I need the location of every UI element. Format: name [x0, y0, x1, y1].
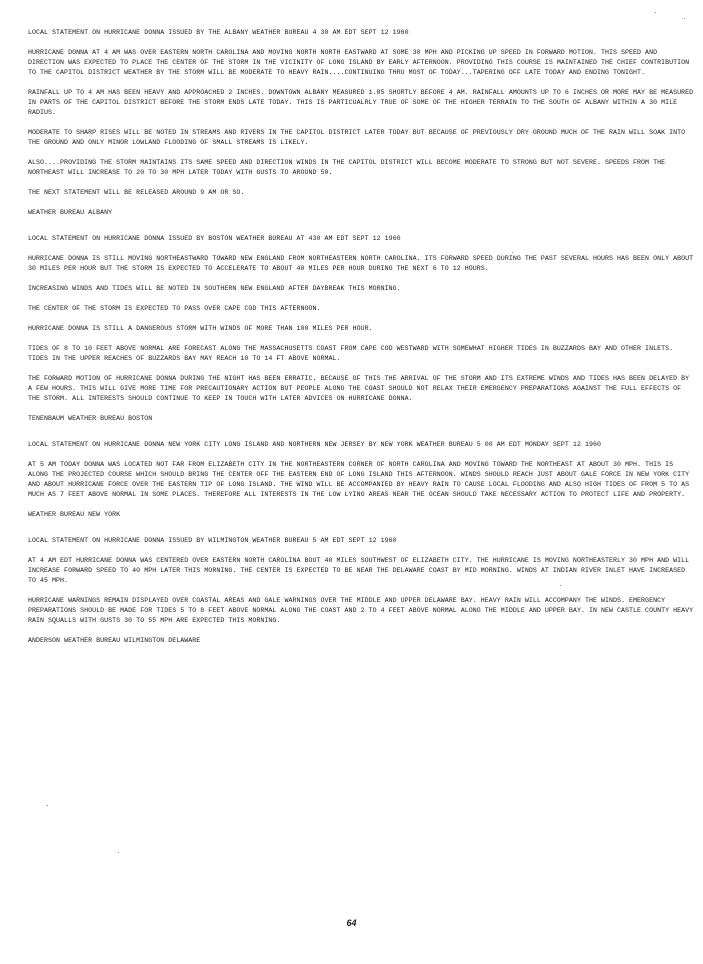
albany-statement: [28, 28, 696, 218]
paragraph: HURRICANE DONNA IS STILL MOVING NORTHEASTWARD TOWARD NEW ENGLAND FROM NORTHEASTERN NORTH CAROLINA. ITS FORWARD SPEED DURING THE PAST SEVERAL HOURS HAS BEEN ONLY ABOUT 30 MILES PER HOUR BUT THE STORM IS EXPECTED TO ACCELERATE TO ABOUT 40 MILES PER HOUR DURING THE NEXT 6 TO 12 HOURS.: [28, 255, 694, 272]
paragraph: RAINFALL UP TO 4 AM HAS BEEN HEAVY AND APPROACHED 2 INCHES. DOWNTOWN ALBANY MEASURED 1.85 SHORTLY BEFORE 4 AM. RAINFALL AMOUNTS UP TO 6 INCHES OR MORE MAY BE MEASURED IN PARTS OF THE CAPITOL DISTRICT BEFORE THE STORM ENDS LATE TODAY. THIS IS PARTICUALRLY TRUE OF SOME OF THE HIGHER TERRAIN TO THE SOUTH OF ALBANY WITHIN A 30 MILE RADIUS.: [28, 89, 694, 116]
wilmington-statement: [28, 536, 696, 646]
paragraph: AT 5 AM TODAY DONNA WAS LOCATED NOT FAR FROM ELIZABETH CITY IN THE NORTHEASTERN CORNER OF NORTH CAROLINA AND MOVING TOWARD THE NORTHEAST AT ABOUT 30 MPH. THIS IS ALONG THE PROJECTED COURSE WHICH SHOULD BRING THE CENTER OFF THE EASTERN END OF LONG ISLAND THIS AFTERNOON. WINDS SHOULD REACH JUST ABOUT GALE FORCE IN NEW YORK CITY AND ABOUT HURRICANE FORCE OVER THE EASTERN TIP OF LONG ISLAND. THE WIND WILL BE ACCOMPANIED BY HEAVY RAIN TO CAUSE LOCAL FLOODING AND ALSO HIGH TIDES OF FROM 5 TO AS MUCH AS 7 FEET ABOVE NORMAL IN SOME PLACES. THEREFORE ALL INTERESTS IN THE LOW LYING AREAS NEAR THE OCEAN SHOULD TAKE NECESSARY ACTION TO PROTECT LIFE AND PROPERTY.: [28, 461, 690, 498]
scan-speck: [47, 805, 48, 806]
paragraph: AT 4 AM EDT HURRICANE DONNA WAS CENTERED OVER EASTERN NORTH CAROLINA BOUT 40 MILES SOUTHWEST OF ELIZABETH CITY. THE HURRICANE IS MOVING NORTHEASTERLY 30 MPH AND WILL INCREASE FORWARD SPEED TO 40 MPH LATER THIS MORNING. THE CENTER IS EXPECTED TO BE NEAR THE DELAWARE COAST BY MID MORNING. WINDS AT INDIAN RIVER INLET HAVE INCREASED TO 45 MPH.: [28, 557, 690, 584]
statement-header: LOCAL STATEMENT ON HURRICANE DONNA ISSUED BY THE ALBANY WEATHER BUREAU 4 30 AM EDT SEPT 12 1960: [28, 29, 409, 36]
paragraph: ALSO....PROVIDING THE STORM MAINTAINS ITS SAME SPEED AND DIRECTION WINDS IN THE CAPITOL DISTRICT WILL BECOME MODERATE TO STRONG BUT NOT SEVERE. SPEEDS FROM THE NORTHEAST WILL INCREASE TO 20 TO 30 MPH LATER TODAY WITH GUSTS TO AROUND 50.: [28, 159, 666, 176]
page-number: 64: [346, 918, 357, 928]
paragraph: HURRICANE DONNA IS STILL A DANGEROUS STORM WITH WINDS OF MORE THAN 100 MILES PER HOUR.: [28, 325, 373, 332]
new-york-statement: [28, 440, 696, 520]
document-page: [28, 28, 696, 656]
paragraph: HURRICANE DONNA AT 4 AM WAS OVER EASTERN NORTH CAROLINA AND MOVING NORTH NORTH EASTWARD AT SOME 30 MPH AND PICKING UP SPEED IN FORWARD MOTION. THIS SPEED AND DIRECTION WAS EXPECTED TO PLACE THE CENTER OF THE STORM IN THE VICINITY OF LONG ISLAND BY EARLY AFTERNOON. PROVIDING THIS COURSE IS MAINTAINED THE CHIEF CONTRIBUTION TO THE CAPITOL DISTRICT WEATHER BY THE STORM WILL BE MODERATE TO HEAVY RAIN....CONTINUING THRU MOST OF TODAY...TAPERING OFF LATE TODAY AND ENDING TONIGHT.: [28, 49, 690, 76]
boston-statement: [28, 234, 696, 424]
statement-signature: ANDERSON WEATHER BUREAU WILMINGTON DELAWARE: [28, 637, 201, 644]
statement-signature: TENENBAUM WEATHER BUREAU BOSTON: [28, 415, 153, 422]
paragraph: HURRICANE WARNINGS REMAIN DISPLAYED OVER COASTAL AREAS AND GALE WARNINGS OVER THE MIDDLE AND UPPER DELAWARE BAY. HEAVY RAIN WILL ACCOMPANY THE WINDS. EMERGENCY PREPARATIONS SHOULD BE MADE FOR TIDES 5 TO 8 FEET ABOVE NORMAL ALONG THE COAST AND 2 TO 4 FEET ABOVE NORMAL ALONG THE MIDDLE AND UPPER BAY. IN NEW CASTLE COUNTY HEAVY RAIN SQUALLS WITH GUSTS 30 TO 55 MPH ARE EXPECTED THIS MORNING.: [28, 597, 694, 624]
paragraph: THE CENTER OF THE STORM IS EXPECTED TO PASS OVER CAPE COD THIS AFTERNOON.: [28, 305, 321, 312]
paragraph: THE FORWARD MOTION OF HURRICANE DONNA DURING THE NIGHT HAS BEEN ERRATIC. BECAUSE OF THIS THE ARRIVAL OF THE STORM AND ITS EXTREME WINDS AND TIDES HAS BEEN DELAYED BY A FEW HOURS. THIS WILL GIVE MORE TIME FOR PRECAUTIONARY ACTION BUT PEOPLE ALONG THE COAST SHOULD NOT RELAX THEIR EMERGENCY PREPARATIONS AGAINST THE FULL EFFECTS OF THE STORM. ALL INTERESTS SHOULD CONTINUE TO KEEP IN TOUCH WITH LATER ADVICES ON HURRICANE DONNA.: [28, 375, 690, 402]
statement-header: LOCAL STATEMENT ON HURRICANE DONNA ISSUED BY BOSTON WEATHER BUREAU AT 430 AM EDT SEPT 12 1960: [28, 235, 401, 242]
statement-header: LOCAL STATEMENT ON HURRICANE DONNA ISSUED BY WILMINGTON WEATHER BUREAU 5 AM EDT SEPT 12 1960: [28, 537, 397, 544]
paragraph: TIDES OF 8 TO 10 FEET ABOVE NORMAL ARE FORECAST ALONG THE MASSACHUSETTS COAST FROM CAPE COD WESTWARD WITH SOMEWHAT HIGHER TIDES IN BUZZARDS BAY AND OTHER INLETS. TIDES IN THE UPPER REACHES OF BUZZARDS BAY MAY REACH 10 TO 14 FT ABOVE NORMAL.: [28, 345, 674, 362]
scan-speck: [512, 252, 513, 253]
statement-signature: WEATHER BUREAU NEW YORK: [28, 511, 121, 518]
scan-speck: [684, 18, 685, 19]
scan-speck: [118, 852, 119, 853]
paragraph: INCREASING WINDS AND TIDES WILL BE NOTED IN SOUTHERN NEW ENGLAND AFTER DAYBREAK THIS MORNING.: [28, 285, 401, 292]
scan-speck: [655, 12, 656, 13]
scan-speck: [560, 585, 561, 586]
statement-signature: WEATHER BUREAU ALBANY: [28, 209, 113, 216]
paragraph: THE NEXT STATEMENT WILL BE RELEASED AROUND 9 AM OR SO.: [28, 189, 245, 196]
paragraph: MODERATE TO SHARP RISES WILL BE NOTED IN STREAMS AND RIVERS IN THE CAPITOL DISTRICT LATER TODAY BUT BECAUSE OF PREVIOUSLY DRY GROUND MUCH OF THE RAIN WILL SOAK INTO THE GROUND AND ONLY MINOR LOWLAND FLOODING OF SMALL STREAMS IS LIKELY.: [28, 129, 686, 146]
statement-header: LOCAL STATEMENT ON HURRICANE DONNA NEW YORK CITY LONG ISLAND AND NORTHERN NEW JERSEY BY NEW YORK WEATHER BUREAU 5 00 AM EDT MONDAY SEPT 12 1960: [28, 441, 601, 448]
